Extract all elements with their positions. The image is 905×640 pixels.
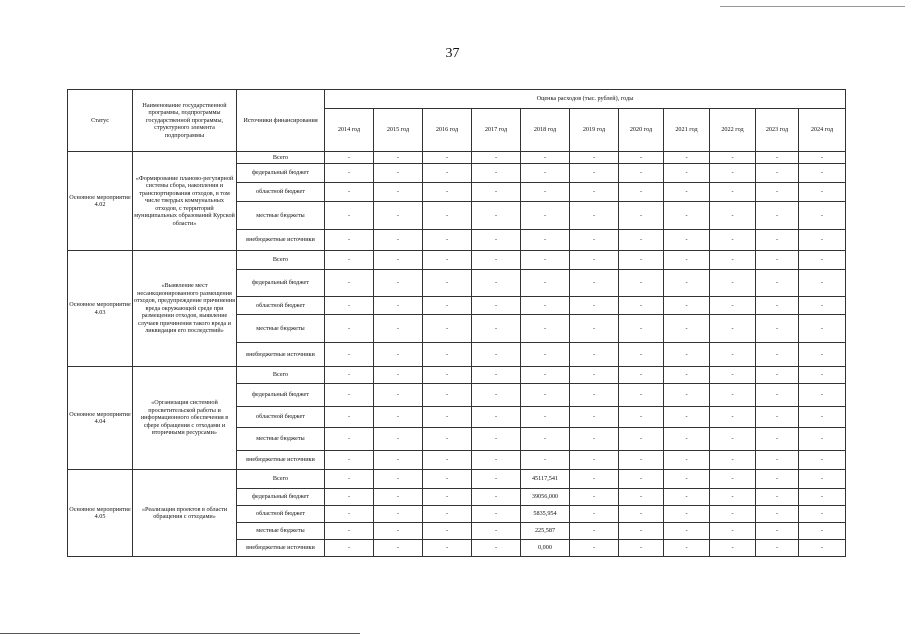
expense-value: - [325,428,374,451]
expense-value: - [423,202,472,230]
funding-source: внебюджетные источники [237,540,325,557]
expense-value: - [799,164,846,183]
expense-value: - [799,152,846,164]
header-status: Статус [68,90,133,152]
expense-value: - [472,230,521,251]
expense-value: - [756,540,799,557]
funding-source: Всего [237,367,325,384]
measure-name: «Организация системной просветительской работы и информационного обеспечения в сфере обращения с отходами и вторичными ресурсами» [133,367,237,470]
expense-value: 39056,000 [521,489,570,506]
funding-source: областной бюджет [237,297,325,315]
header-year: 2018 год [521,109,570,152]
expense-value: - [619,315,664,343]
table-row [68,470,846,489]
expense-value: - [710,489,756,506]
expense-value: - [664,297,710,315]
expense-value: - [664,506,710,523]
expense-value: - [374,230,423,251]
expense-value: - [619,270,664,297]
expense-value: - [472,489,521,506]
expense-value: - [521,428,570,451]
header-year: 2016 год [423,109,472,152]
expense-value: - [374,428,423,451]
expense-value: - [423,489,472,506]
expense-value: - [664,343,710,367]
expense-value: - [521,270,570,297]
expense-value: - [570,164,619,183]
expense-value: - [664,367,710,384]
measure-name: «Выявление мест несанкционированного размещения отходов, предупреждение причинения вреда окружающей среде при размещении отходов, выявление случаев причинения такого вреда и ликвидация его последствий» [133,251,237,367]
expense-value: - [521,152,570,164]
expense-value: - [756,506,799,523]
expense-value: - [756,152,799,164]
expense-value: - [710,297,756,315]
expense-value: - [799,297,846,315]
expense-value: - [570,183,619,202]
expense-value: - [325,506,374,523]
expense-value: - [374,489,423,506]
expense-value: - [619,428,664,451]
expense-value: - [619,489,664,506]
expense-value: - [619,164,664,183]
expense-value: - [799,506,846,523]
expense-value: - [325,183,374,202]
expense-value: - [325,152,374,164]
expense-value: - [664,428,710,451]
funding-source: областной бюджет [237,506,325,523]
header-program-name: Наименование государственной программы, подпрограммы государственной программы, структурного элемента подпрограммы [133,90,237,152]
expense-value: - [799,523,846,540]
expense-value: - [374,470,423,489]
expense-value: - [521,297,570,315]
expense-value: - [521,343,570,367]
expense-value: - [799,407,846,428]
expense-value: - [756,343,799,367]
scan-artifact-line [0,633,360,634]
expense-value: - [710,428,756,451]
expense-value: - [521,315,570,343]
expense-value: - [619,297,664,315]
funding-source: Всего [237,470,325,489]
expense-value: - [570,251,619,270]
expense-value: - [423,315,472,343]
expense-value: - [710,407,756,428]
expense-value: - [521,230,570,251]
expense-value: - [472,164,521,183]
expense-value: - [472,251,521,270]
expense-value: - [799,540,846,557]
expense-value: - [799,315,846,343]
header-year: 2014 год [325,109,374,152]
expense-value: - [799,202,846,230]
expense-value: - [325,164,374,183]
expense-value: - [472,407,521,428]
expense-value: - [570,523,619,540]
expense-value: - [374,506,423,523]
funding-source: федеральный бюджет [237,489,325,506]
expense-value: - [710,270,756,297]
expense-value: - [325,384,374,407]
funding-source: местные бюджеты [237,523,325,540]
expense-value: - [472,202,521,230]
header-expense-estimate: Оценка расходов (тыс. рублей), годы [325,90,846,109]
header-year: 2024 год [799,109,846,152]
expense-value: - [756,470,799,489]
expense-value: - [423,343,472,367]
expense-value: - [799,489,846,506]
funding-source: местные бюджеты [237,428,325,451]
measure-name: «Формирование планово-регулярной системы сбора, накопления и транспортирования отходов, в том числе твердых коммунальных отходов, с территорий муниципальных образований Курской области» [133,152,237,251]
funding-source: внебюджетные источники [237,343,325,367]
expense-value: - [472,470,521,489]
expense-value: - [756,489,799,506]
header-year: 2021 год [664,109,710,152]
expense-value: - [619,230,664,251]
funding-source: областной бюджет [237,407,325,428]
header-year: 2015 год [374,109,423,152]
expense-value: - [710,523,756,540]
expense-value: - [423,407,472,428]
funding-source: областной бюджет [237,183,325,202]
expense-value: - [619,470,664,489]
expense-value: - [325,407,374,428]
expense-value: - [570,489,619,506]
expense-value: - [325,297,374,315]
header-year: 2017 год [472,109,521,152]
expense-value: - [570,297,619,315]
expense-value: - [799,470,846,489]
expense-value: - [710,251,756,270]
expense-value: - [756,451,799,470]
expense-value: - [756,384,799,407]
expense-value: - [619,506,664,523]
expense-value: - [570,470,619,489]
expense-value: - [756,407,799,428]
expense-value: - [374,540,423,557]
expense-value: - [756,183,799,202]
expense-value: - [472,183,521,202]
expense-value: - [664,315,710,343]
expense-value: - [472,451,521,470]
expense-value: - [710,451,756,470]
header-year: 2019 год [570,109,619,152]
expense-value: - [374,451,423,470]
expense-value: - [472,315,521,343]
expense-value: - [570,202,619,230]
expense-value: - [472,270,521,297]
expense-value: - [472,343,521,367]
expense-value: - [325,540,374,557]
expense-value: - [756,523,799,540]
funding-source: внебюджетные источники [237,230,325,251]
expense-value: - [374,183,423,202]
expense-value: - [710,384,756,407]
expense-value: - [756,428,799,451]
funding-source: федеральный бюджет [237,384,325,407]
expense-value: - [570,367,619,384]
expense-value: - [325,251,374,270]
expense-value: - [325,230,374,251]
expense-value: - [521,183,570,202]
expense-value: - [799,384,846,407]
expense-value: - [374,315,423,343]
expense-value: - [472,523,521,540]
expense-value: - [521,407,570,428]
financing-table [67,89,846,557]
expense-value: - [570,451,619,470]
expense-value: - [521,384,570,407]
funding-source: федеральный бюджет [237,164,325,183]
expense-value: - [570,152,619,164]
header-year: 2020 год [619,109,664,152]
expense-value: - [325,523,374,540]
expense-value: - [570,230,619,251]
expense-value: - [325,343,374,367]
expense-value: - [472,506,521,523]
expense-value: - [799,428,846,451]
expense-value: - [799,230,846,251]
expense-value: - [423,506,472,523]
expense-value: - [423,270,472,297]
expense-value: - [374,164,423,183]
expense-value: - [756,367,799,384]
expense-value: - [521,202,570,230]
expense-value: - [756,202,799,230]
expense-value: - [472,367,521,384]
table-row [68,251,846,270]
expense-value: - [423,297,472,315]
expense-value: - [423,428,472,451]
expense-value: - [374,367,423,384]
expense-value: - [619,202,664,230]
expense-value: - [472,297,521,315]
expense-value: 0,000 [521,540,570,557]
measure-name: «Реализация проектов в области обращения с отходами» [133,470,237,557]
measure-status: Основное мероприятие 4.03 [68,251,133,367]
funding-source: федеральный бюджет [237,270,325,297]
expense-value: 5835,954 [521,506,570,523]
table-row [68,152,846,164]
expense-value: - [374,270,423,297]
expense-value: - [423,367,472,384]
expense-value: - [423,384,472,407]
expense-value: - [710,506,756,523]
expense-value: - [374,523,423,540]
expense-value: - [423,152,472,164]
header-year: 2022 год [710,109,756,152]
expense-value: - [374,251,423,270]
expense-value: - [710,367,756,384]
funding-source: Всего [237,251,325,270]
expense-value: - [423,164,472,183]
expense-value: - [799,367,846,384]
expense-value: - [570,343,619,367]
expense-value: - [423,540,472,557]
funding-source: местные бюджеты [237,315,325,343]
expense-value: - [756,164,799,183]
expense-value: - [423,251,472,270]
expense-value: - [325,315,374,343]
expense-value: - [570,506,619,523]
expense-value: - [664,251,710,270]
expense-value: - [570,540,619,557]
expense-value: - [619,152,664,164]
expense-value: - [374,343,423,367]
expense-value: - [664,230,710,251]
page-number: 37 [445,46,460,61]
expense-value: - [472,428,521,451]
expense-value: - [325,202,374,230]
measure-status: Основное мероприятие 4.04 [68,367,133,470]
expense-value: - [756,251,799,270]
expense-value: - [756,297,799,315]
expense-value: - [619,407,664,428]
expense-value: - [664,523,710,540]
expense-value: - [619,367,664,384]
expense-value: - [472,152,521,164]
expense-value: - [570,315,619,343]
expense-value: - [664,384,710,407]
expense-value: - [664,540,710,557]
expense-value: - [423,451,472,470]
expense-value: - [799,270,846,297]
expense-value: - [619,343,664,367]
expense-value: - [664,451,710,470]
expense-value: - [325,451,374,470]
expense-value: - [710,202,756,230]
expense-value: - [619,523,664,540]
expense-value: - [664,183,710,202]
expense-value: - [570,407,619,428]
expense-value: - [710,540,756,557]
expense-value: - [570,270,619,297]
expense-value: 225,587 [521,523,570,540]
expense-value: - [570,384,619,407]
table-row [68,367,846,384]
expense-value: - [374,152,423,164]
expense-value: - [799,183,846,202]
expense-value: - [619,251,664,270]
expense-value: - [710,164,756,183]
expense-value: - [756,230,799,251]
expense-value: - [325,470,374,489]
expense-value: - [521,367,570,384]
expense-value: - [374,384,423,407]
expense-value: - [710,230,756,251]
measure-status: Основное мероприятие 4.05 [68,470,133,557]
funding-source: Всего [237,152,325,164]
expense-value: - [664,270,710,297]
expense-value: - [664,202,710,230]
expense-value: - [423,183,472,202]
expense-value: - [664,164,710,183]
expense-value: - [664,489,710,506]
expense-value: - [570,428,619,451]
expense-value: - [472,540,521,557]
expense-value: - [619,540,664,557]
expense-value: - [619,384,664,407]
expense-value: - [619,451,664,470]
expense-value: - [521,451,570,470]
expense-value: - [472,384,521,407]
expense-value: - [756,315,799,343]
expense-value: - [710,152,756,164]
expense-value: - [619,183,664,202]
header-year: 2023 год [756,109,799,152]
scan-artifact-line [720,6,905,7]
expense-value: - [423,470,472,489]
expense-value: - [710,343,756,367]
expense-value: - [423,230,472,251]
funding-source: внебюджетные источники [237,451,325,470]
expense-value: - [423,523,472,540]
expense-value: - [799,251,846,270]
expense-value: - [374,297,423,315]
expense-value: - [325,367,374,384]
expense-value: - [664,470,710,489]
expense-value: - [799,451,846,470]
expense-value: 45117,541 [521,470,570,489]
expense-value: - [664,407,710,428]
expense-value: - [710,470,756,489]
expense-value: - [710,183,756,202]
expense-value: - [521,251,570,270]
expense-value: - [325,489,374,506]
expense-value: - [325,270,374,297]
measure-status: Основное мероприятие 4.02 [68,152,133,251]
expense-value: - [521,164,570,183]
expense-value: - [664,152,710,164]
expense-value: - [374,407,423,428]
header-sources: Источники финансирования [237,90,325,152]
expense-value: - [756,270,799,297]
expense-value: - [374,202,423,230]
expense-value: - [710,315,756,343]
expense-value: - [799,343,846,367]
funding-source: местные бюджеты [237,202,325,230]
